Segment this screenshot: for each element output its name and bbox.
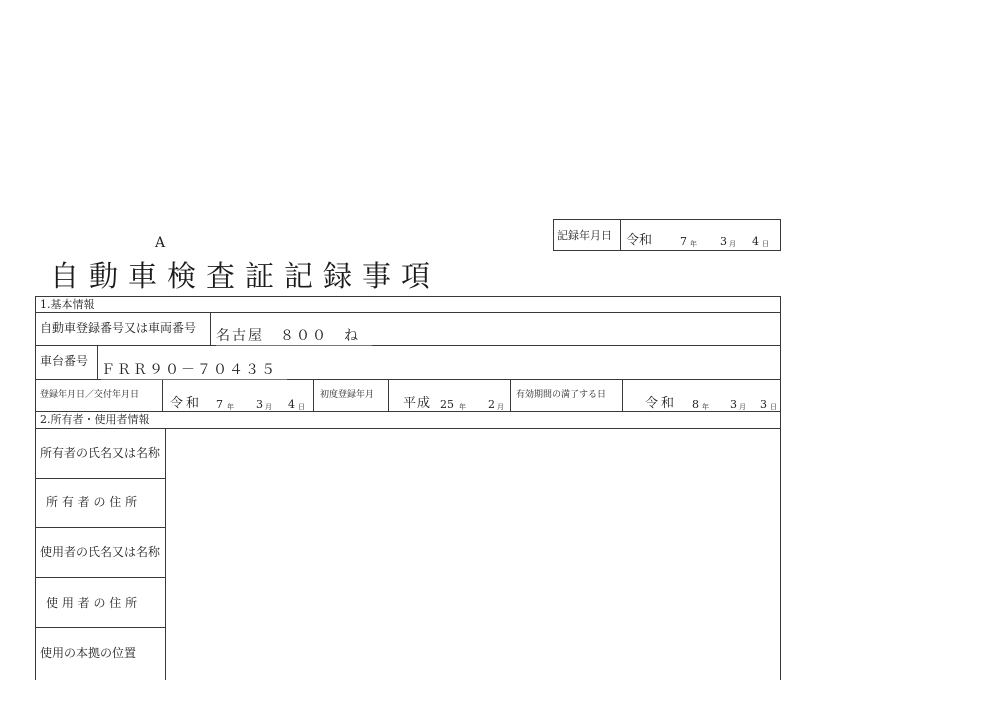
issue-date-era: 令和 xyxy=(170,396,203,411)
first-registration-era: 平成 xyxy=(403,396,432,411)
record-date-month-unit: 月 xyxy=(729,240,736,248)
first-registration-label: 初度登録年月 xyxy=(320,390,375,400)
record-date-label: 記録年月日 xyxy=(557,229,612,242)
record-date-year: 7 xyxy=(680,235,687,248)
user-address-label: 使 用 者 の 住 所 xyxy=(46,596,138,610)
chassis-number-label: 車台番号 xyxy=(40,354,89,368)
first-registration-month-unit: 月 xyxy=(497,403,504,411)
user-name-label: 使用者の氏名又は名称 xyxy=(40,545,161,559)
issue-date-year: 7 xyxy=(216,398,223,411)
section2-title: 2.所有者・使用者情報 xyxy=(40,413,150,426)
first-registration-year-unit: 年 xyxy=(459,403,466,411)
record-date-month: 3 xyxy=(720,235,727,248)
issue-date-label: 登録年月日／交付年月日 xyxy=(40,390,140,400)
expiry-date-year-unit: 年 xyxy=(702,403,709,411)
first-registration-month: 2 xyxy=(488,398,495,411)
expiry-date-label: 有効期間の満了する日 xyxy=(516,390,607,400)
record-date-day: 4 xyxy=(752,235,759,248)
expiry-date-day: 3 xyxy=(760,398,767,411)
issue-date-month-unit: 月 xyxy=(265,403,272,411)
base-location-label: 使用の本拠の位置 xyxy=(40,646,137,660)
expiry-date-year: 8 xyxy=(692,398,699,411)
owner-name-label: 所有者の氏名又は名称 xyxy=(40,446,161,460)
record-date-day-unit: 日 xyxy=(762,240,769,248)
issue-date-day-unit: 日 xyxy=(298,403,305,411)
owner-address-label: 所 有 者 の 住 所 xyxy=(46,495,138,509)
expiry-date-day-unit: 日 xyxy=(770,403,777,411)
first-registration-year: 25 xyxy=(440,398,454,411)
issue-date-year-unit: 年 xyxy=(227,403,234,411)
expiry-date-month-unit: 月 xyxy=(739,403,746,411)
document-title: 自動車検査証記録事項 xyxy=(50,259,441,293)
section1-title: 1.基本情報 xyxy=(40,298,95,311)
issue-date-month: 3 xyxy=(256,398,263,411)
record-date-year-unit: 年 xyxy=(690,240,697,248)
form-type-marker: A xyxy=(155,235,166,251)
issue-date-day: 4 xyxy=(288,398,295,411)
chassis-number-value: ＦＲＲ９０－７０４３５ xyxy=(101,362,277,378)
record-date-era: 令和 xyxy=(626,233,653,248)
expiry-date-era: 令和 xyxy=(645,396,678,411)
registration-number-value: 名古屋 ８００ ね xyxy=(216,328,360,344)
expiry-date-month: 3 xyxy=(730,398,737,411)
registration-number-label: 自動車登録番号又は車両番号 xyxy=(40,321,197,335)
